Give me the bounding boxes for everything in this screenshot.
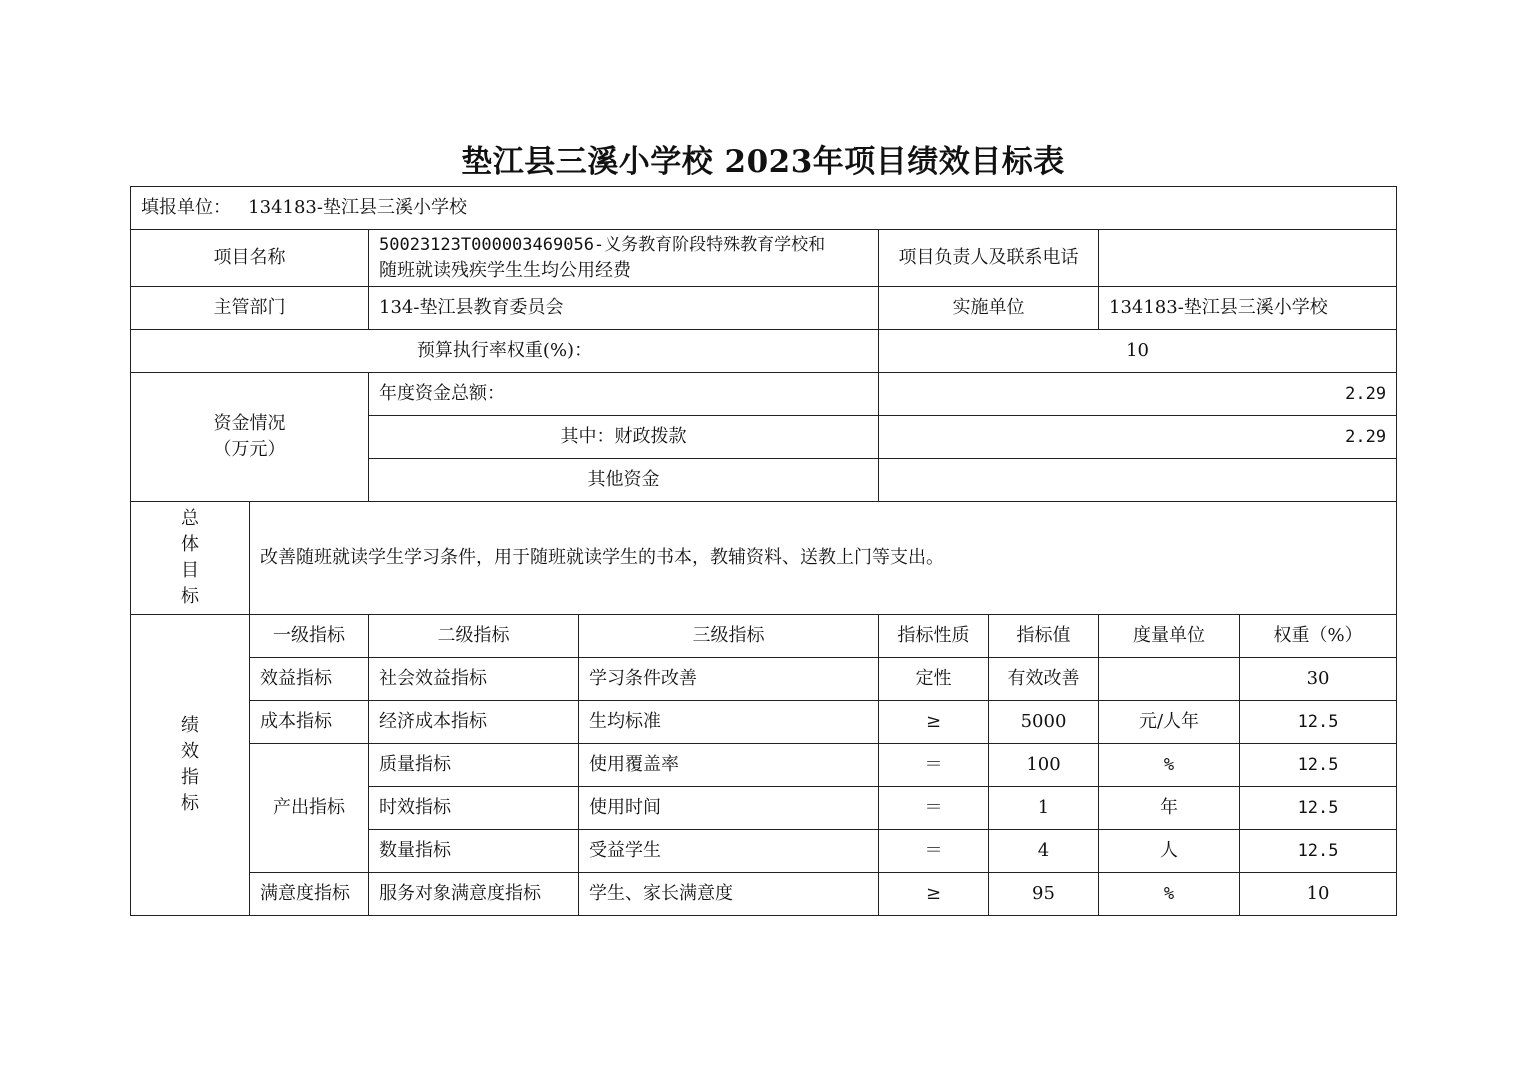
department-value: 134-垫江县教育委员会 [369, 287, 879, 330]
cell-value: 有效改善 [989, 658, 1099, 701]
overall-goal-char: 总 [181, 508, 199, 529]
cell-value: 4 [989, 830, 1099, 873]
performance-target-table [130, 186, 1397, 916]
funds-total-row [131, 373, 1397, 416]
cell-level2: 社会效益指标 [369, 658, 579, 701]
indicators-char: 标 [181, 793, 199, 814]
cell-nature: 定性 [879, 658, 989, 701]
cell-weight: 10 [1240, 873, 1397, 916]
header-nature: 指标性质 [879, 615, 989, 658]
cell-weight: 12.5 [1240, 830, 1397, 873]
contact-value [1099, 230, 1397, 287]
funds-total-label: 年度资金总额： [369, 373, 879, 416]
header-level3: 三级指标 [579, 615, 879, 658]
cell-nature: ≥ [879, 873, 989, 916]
reporting-unit: 填报单位： 134183-垫江县三溪小学校 [131, 187, 1397, 230]
reporting-unit-row [131, 187, 1397, 230]
table-row [131, 701, 1397, 744]
indicators-char: 指 [181, 767, 199, 788]
header-unit: 度量单位 [1099, 615, 1240, 658]
department-row [131, 287, 1397, 330]
overall-goal-row [131, 502, 1397, 615]
indicator-header-row [131, 615, 1397, 658]
project-name-line2: 随班就读残疾学生生均公用经费 [379, 260, 631, 281]
funds-label-line2: （万元） [213, 439, 286, 460]
funds-other-label: 其他资金 [369, 459, 879, 502]
cell-unit: 元/人年 [1099, 701, 1240, 744]
cell-value: 95 [989, 873, 1099, 916]
cell-unit: % [1099, 873, 1240, 916]
implementing-unit-value: 134183-垫江县三溪小学校 [1099, 287, 1397, 330]
cell-level3: 学生、家长满意度 [579, 873, 879, 916]
implementing-unit-label: 实施单位 [879, 287, 1099, 330]
budget-weight-row [131, 330, 1397, 373]
cell-weight: 12.5 [1240, 744, 1397, 787]
funds-label [131, 373, 369, 502]
project-name-row [131, 230, 1397, 287]
header-value: 指标值 [989, 615, 1099, 658]
budget-weight-label: 预算执行率权重(%)： [131, 330, 879, 373]
page-title: 垫江县三溪小学校 2023年项目绩效目标表 [461, 144, 1065, 180]
cell-level2: 数量指标 [369, 830, 579, 873]
overall-goal-char: 标 [181, 586, 199, 607]
cell-level2: 时效指标 [369, 787, 579, 830]
cell-weight: 30 [1240, 658, 1397, 701]
funds-label-line1: 资金情况 [213, 413, 286, 434]
indicators-char: 效 [181, 741, 199, 762]
cell-value: 100 [989, 744, 1099, 787]
cell-unit: 年 [1099, 787, 1240, 830]
overall-goal-char: 目 [181, 560, 199, 581]
cell-unit: % [1099, 744, 1240, 787]
indicators-char: 绩 [181, 715, 199, 736]
cell-level1: 成本指标 [250, 701, 369, 744]
cell-level2: 经济成本指标 [369, 701, 579, 744]
contact-label: 项目负责人及联系电话 [879, 230, 1099, 287]
cell-nature: ≥ [879, 701, 989, 744]
indicators-label [131, 615, 250, 916]
cell-level1: 效益指标 [250, 658, 369, 701]
cell-level1: 满意度指标 [250, 873, 369, 916]
cell-value: 1 [989, 787, 1099, 830]
project-name-line1: 50023123T000003469056-义务教育阶段特殊教育学校和 [379, 235, 826, 255]
cell-level3: 学习条件改善 [579, 658, 879, 701]
cell-nature: ＝ [879, 830, 989, 873]
header-level2: 二级指标 [369, 615, 579, 658]
cell-level3: 受益学生 [579, 830, 879, 873]
cell-level3: 使用时间 [579, 787, 879, 830]
cell-level2: 质量指标 [369, 744, 579, 787]
cell-level1: 产出指标 [250, 744, 369, 873]
cell-level3: 生均标准 [579, 701, 879, 744]
table-row [131, 873, 1397, 916]
cell-unit [1099, 658, 1240, 701]
cell-weight: 12.5 [1240, 787, 1397, 830]
cell-value: 5000 [989, 701, 1099, 744]
funds-fiscal-value: 2.29 [879, 416, 1397, 459]
overall-goal-label [131, 502, 250, 615]
overall-goal-char: 体 [181, 534, 199, 555]
table-row [131, 744, 1397, 787]
department-label: 主管部门 [131, 287, 369, 330]
cell-level2: 服务对象满意度指标 [369, 873, 579, 916]
funds-other-value [879, 459, 1397, 502]
header-level1: 一级指标 [250, 615, 369, 658]
funds-fiscal-label: 其中：财政拨款 [369, 416, 879, 459]
project-name-label: 项目名称 [131, 230, 369, 287]
cell-nature: ＝ [879, 787, 989, 830]
table-row [131, 658, 1397, 701]
overall-goal-text: 改善随班就读学生学习条件，用于随班就读学生的书本，教辅资料、送教上门等支出。 [250, 502, 1397, 615]
cell-weight: 12.5 [1240, 701, 1397, 744]
budget-weight-value: 10 [879, 330, 1397, 373]
cell-nature: ＝ [879, 744, 989, 787]
header-weight: 权重（%） [1240, 615, 1397, 658]
project-name-value [369, 230, 879, 287]
funds-total-value: 2.29 [879, 373, 1397, 416]
cell-level3: 使用覆盖率 [579, 744, 879, 787]
cell-unit: 人 [1099, 830, 1240, 873]
